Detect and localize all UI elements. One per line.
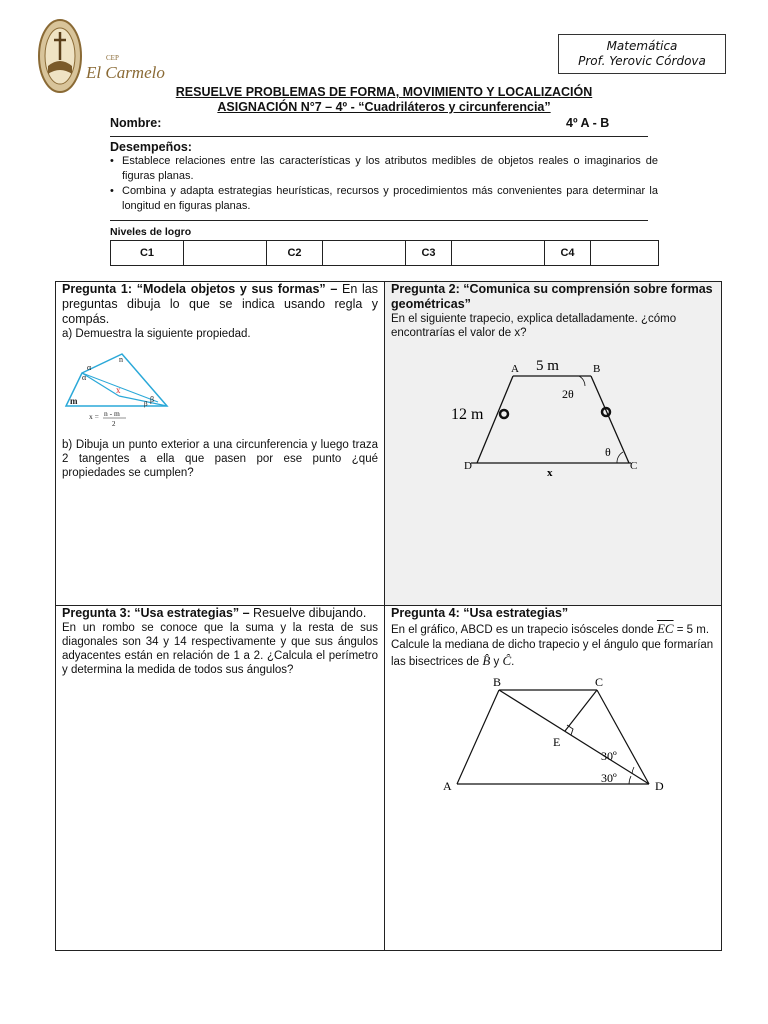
angle-c-hat: Ĉ: [502, 653, 512, 668]
document-title: RESUELVE PROBLEMAS DE FORMA, MOVIMIENTO Y LOCALIZACIÓN: [175, 85, 593, 99]
logo-cep: CEP: [106, 54, 119, 62]
desempenos-list: [110, 154, 658, 214]
teacher-box: [558, 34, 726, 74]
point-e: E: [553, 735, 561, 749]
vertex-b: B: [493, 675, 502, 689]
level-label: C3: [406, 241, 452, 266]
teacher-name: Prof. Yerovic Córdova: [578, 54, 706, 68]
level-score-cell[interactable]: [591, 241, 659, 266]
subject-label: Matemática: [606, 39, 678, 53]
question-2-cell[interactable]: [384, 281, 722, 606]
question-1b-text: b) Dibuja un punto exterior a una circunferencia y luego traza 2 tangentes a ella que pasen por ese punto ¿qué propiedades se cumplen?: [62, 439, 378, 479]
fig-alpha-label: α: [82, 373, 87, 382]
level-label: C4: [545, 241, 591, 266]
trapezoid-figure: [449, 356, 659, 476]
level-label: C2: [267, 241, 323, 266]
level-score-cell[interactable]: [323, 241, 406, 266]
question-3-title: Pregunta 3: “Usa estrategias” – Resuelve dibujando.: [62, 606, 367, 620]
fig-beta-label: β: [150, 395, 155, 404]
vertex-a: A: [511, 363, 519, 375]
angle-30-upper: 30º: [601, 749, 617, 763]
vertex-b: B: [593, 363, 601, 375]
question-4-title: Pregunta 4: “Usa estrategias”: [391, 606, 569, 620]
question-2-text: En el siguiente trapecio, explica detalladamente. ¿cómo encontrarías el valor de x?: [391, 313, 677, 339]
question-3-cell[interactable]: [55, 605, 385, 951]
top-side-label: 5 m: [536, 358, 559, 374]
desempeno-item: • Combina y adapta estrategias heurísticas, recursos y procedimientos más convenientes para determinar la longitud en figuras planas.: [110, 184, 658, 213]
fig-alpha-label: α: [87, 363, 92, 372]
niveles-table: [110, 240, 659, 266]
fig-x-label: x: [116, 385, 121, 395]
angle-b-hat: B̂: [482, 653, 491, 668]
fig-m-label: m: [70, 396, 78, 406]
vertex-d: D: [655, 779, 664, 793]
level-score-cell[interactable]: [452, 241, 545, 266]
desempenos-title: Desempeños:: [110, 140, 192, 154]
question-1-cell[interactable]: [55, 281, 385, 606]
level-label: C1: [111, 241, 184, 266]
formula-den: 2: [112, 420, 116, 428]
question-2-title: Pregunta 2: “Comunica su comprensión sobre formas geométricas”: [391, 282, 713, 311]
niveles-title: Niveles de logro: [110, 226, 192, 238]
divider-line: [110, 136, 648, 137]
vertex-a: A: [443, 779, 452, 793]
assignment-title: ASIGNACIÓN N°7 – 4º - “Cuadriláteros y circunferencia”: [217, 100, 551, 114]
divider-line: [110, 220, 648, 221]
nombre-label: Nombre:: [110, 116, 162, 130]
desempeno-item: • Establece relaciones entre las características y los atributos medibles de objetos reales o imaginarios de figuras planas.: [110, 154, 658, 183]
angle-c-label: θ: [605, 445, 611, 459]
segment-ec: $\overline{EC}$: [656, 621, 674, 636]
question-1-title: Pregunta 1: “Modela objetos y sus formas” –: [62, 282, 338, 296]
left-side-label: 12 m: [451, 406, 484, 423]
formula-num: n - m: [104, 409, 120, 418]
question-1-text: Pregunta 1: “Modela objetos y sus formas” – En las preguntas dibuja lo que se indica usando regla y compás.: [62, 282, 378, 326]
vertex-d: D: [464, 460, 472, 472]
quadrilateral-figure: [64, 348, 184, 430]
level-score-cell[interactable]: [184, 241, 267, 266]
angle-b-label: 2θ: [562, 387, 574, 401]
bottom-side-label: x: [547, 467, 553, 476]
fig-beta-label: β: [144, 400, 148, 408]
isosceles-trapezoid-figure: [439, 674, 679, 798]
vertex-c: C: [595, 675, 604, 689]
question-3-text: En un rombo se conoce que la suma y la resta de sus diagonales son 34 y 14 respectivamente y que sus ángulos adyacentes están en relación de 1 a 2. ¿Calcula el perímetro y determina la medida de todos sus ángulos?: [62, 622, 378, 676]
question-4-cell[interactable]: [384, 605, 722, 951]
question-1a-text: a) Demuestra la siguiente propiedad.: [62, 328, 251, 340]
formula-left: x =: [89, 412, 99, 421]
question-4-text: En el gráfico, ABCD es un trapecio isósceles donde $\overline{EC} = 5$ m. Calcule la mediana de dicho trapecio y el ángulo que formarían las bisectrices de B̂ y Ĉ.: [391, 621, 714, 668]
logo-name: El Carmelo: [86, 63, 165, 82]
grade-label: 4º A - B: [566, 116, 610, 130]
school-logo: [36, 16, 166, 96]
fig-n-label: n: [119, 355, 123, 364]
vertex-c: C: [630, 460, 638, 472]
angle-30-lower: 30º: [601, 771, 617, 785]
